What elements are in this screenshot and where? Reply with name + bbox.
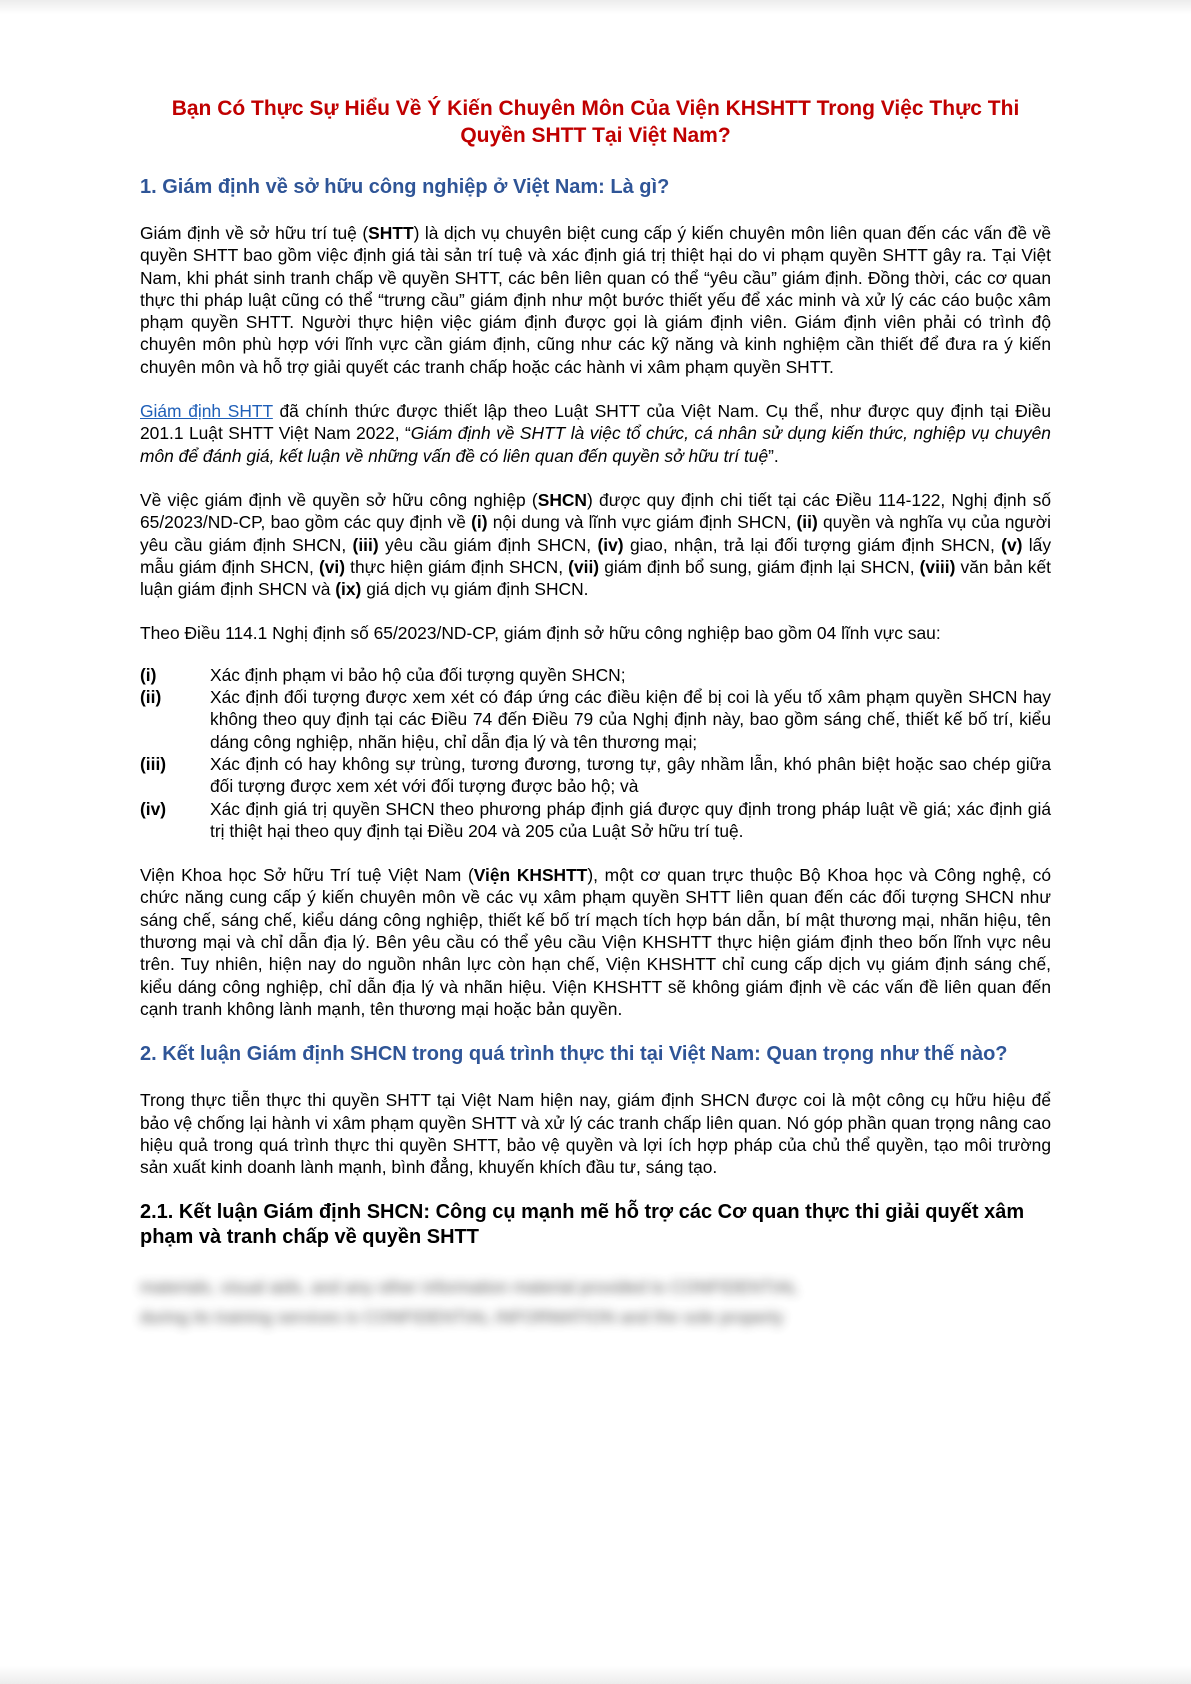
blurred-line: during its training services is CONFIDENTIAL INFORMATION and the sole property <box>140 1307 784 1328</box>
section-1-paragraph-5: Viện Khoa học Sở hữu Trí tuệ Việt Nam (Viện KHSHTT), một cơ quan trực thuộc Bộ Khoa học và Công nghệ, có chức năng cung cấp ý kiến chuyên môn về các vụ xâm phạm quyền SHTT liên quan đến các đối tượng SHCN như sáng chế, sáng chế, kiểu dáng công nghiệp, thiết kế bố trí mạch tích hợp bán dẫn, bí mật thương mại, nhãn hiệu, tên thương mại và chỉ dẫn địa lý. Bên yêu cầu có thể yêu cầu Viện KHSHTT thực hiện giám định theo bốn lĩnh vực nêu trên. Tuy nhiên, hiện nay do nguồn nhân lực còn hạn chế, Viện KHSHTT chỉ cung cấp dịch vụ giám định sáng chế, kiểu dáng công nghiệp, chỉ dẫn địa lý và nhãn hiệu. Viện KHSHTT sẽ không giám định về các vấn đề liên quan đến cạnh tranh không lành mạnh, tên thương mại hoặc bản quyền. <box>140 865 1052 1019</box>
section-1-paragraph-1: Giám định về sở hữu trí tuệ (SHTT) là dịch vụ chuyên biệt cung cấp ý kiến chuyên môn liên quan đến các vấn đề về quyền SHTT bao gồm việc định giá tài sản trí tuệ và xác định giá trị thiệt hại do vi phạm quyền SHTT gây ra. Tại Việt Nam, khi phát sinh tranh chấp về quyền SHTT, các bên liên quan có thể “yêu cầu” giám định. Đồng thời, các cơ quan thực thi pháp luật cũng có thể “trưng cầu” giám định như một bước thiết yếu để xác minh và xử lý các cáo buộc xâm phạm quyền SHTT. Người thực hiện việc giám định được gọi là giám định viên. Giám định viên phải có trình độ chuyên môn phù hợp với lĩnh vực cần giám định, cũng như các kỹ năng và kinh nghiệm cần thiết để đưa ra ý kiến chuyên môn và hỗ trợ giải quyết các tranh chấp hoặc các hành vi xâm phạm quyền SHTT. <box>140 223 1052 377</box>
section-1-paragraph-4: Theo Điều 114.1 Nghị định số 65/2023/ND-CP, giám định sở hữu công nghiệp bao gồm 04 lĩnh vực sau: <box>140 623 941 644</box>
list-item-number: (i) <box>140 664 157 685</box>
section-1-heading: 1. Giám định về sở hữu công nghiệp ở Việt Nam: Là gì? <box>140 176 670 198</box>
list-item-number: (iii) <box>140 753 167 774</box>
section-1-paragraph-2: Giám định SHTT đã chính thức được thiết lập theo Luật SHTT của Việt Nam. Cụ thể, như được quy định tại Điều 201.1 Luật SHTT Việt Nam 2022, “Giám định về SHTT là việc tổ chức, cá nhân sử dụng kiến thức, nghiệp vụ chuyên môn để đánh giá, kết luận về những vấn đề có liên quan đến quyền sở hữu trí tuệ”. <box>140 401 1051 466</box>
list-item-text: Xác định giá trị quyền SHCN theo phương pháp định giá được quy định trong pháp luật về giá; xác định giá trị thiệt hại theo quy định tại Điều 204 và 205 của Luật Sở hữu trí tuệ. <box>210 798 1051 841</box>
document-title: Bạn Có Thực Sự Hiểu Về Ý Kiến Chuyên Môn Của Viện KHSHTT Trong Việc Thực Thi Quyền SHTT Tại Việt Nam? <box>171 97 1020 147</box>
list-item-text: Xác định đối tượng được xem xét có đáp ứng các điều kiện để bị coi là yếu tố xâm phạm quyền SHCN hay không theo quy định tại các Điều 74 đến Điều 79 của Nghị định này, bao gồm sáng chế, thiết kế bố trí, kiểu dáng công nghiệp, nhãn hiệu, chỉ dẫn địa lý và tên thương mại; <box>210 687 1051 752</box>
list-item-text: Xác định phạm vi bảo hộ của đối tượng quyền SHCN; <box>210 664 626 685</box>
section-2-1-heading: 2.1. Kết luận Giám định SHCN: Công cụ mạnh mẽ hỗ trợ các Cơ quan thực thi giải quyết xâm phạm và tranh chấp về quyền SHTT <box>140 1201 1025 1249</box>
list-item-text: Xác định có hay không sự trùng, tương đương, tương tự, gây nhầm lẫn, khó phân biệt hoặc sao chép giữa đối tượng được xem xét với đối tượng được bảo hộ; và <box>210 753 1051 797</box>
list-item <box>140 753 1051 798</box>
list-item <box>140 686 1051 753</box>
giam-dinh-shtt-link[interactable]: Giám định SHTT <box>140 401 273 422</box>
list-item <box>140 798 1051 843</box>
list-item-number: (ii) <box>140 687 162 708</box>
section-2-paragraph-1: Trong thực tiễn thực thi quyền SHTT tại Việt Nam hiện nay, giám định SHCN được coi là một công cụ hữu hiệu để bảo vệ chống lại hành vi xâm phạm quyền SHTT và xử lý các tranh chấp liên quan. Nó góp phần quan trọng nâng cao hiệu quả trong quá trình thực thi quyền SHTT, bảo vệ quyền và lợi ích hợp pháp của chủ thể quyền, tạo môi trường sản xuất kinh doanh lành mạnh, bình đẳng, khuyến khích đầu tư, sáng tạo. <box>140 1090 1051 1178</box>
list-item <box>140 664 1051 686</box>
page-top-shade <box>0 0 1191 14</box>
list-item-number: (iv) <box>140 798 167 819</box>
blurred-line: materials, visual aids, and any other information material provided to CONFIDENTIAL <box>140 1277 799 1298</box>
page-bottom-shade <box>0 1666 1191 1684</box>
section-2-heading: 2. Kết luận Giám định SHCN trong quá trình thực thi tại Việt Nam: Quan trọng như thế nào? <box>140 1043 1008 1066</box>
fields-list <box>140 664 1051 842</box>
section-1-paragraph-3: Về việc giám định về quyền sở hữu công nghiệp (SHCN) được quy định chi tiết tại các Điều 114-122, Nghị định số 65/2023/ND-CP, bao gồm các quy định về (i) nội dung và lĩnh vực giám định SHCN, (ii) quyền và nghĩa vụ của người yêu cầu giám định SHCN, (iii) yêu cầu giám định SHCN, (iv) giao, nhận, trả lại đối tượng giám định SHCN, (v) lấy mẫu giám định SHCN, (vi) thực hiện giám định SHCN, (vii) giám định bổ sung, giám định lại SHCN, (viii) văn bản kết luận giám định SHCN và (ix) giá dịch vụ giám định SHCN. <box>140 489 1052 600</box>
blurred-preview-text <box>140 1272 1051 1332</box>
